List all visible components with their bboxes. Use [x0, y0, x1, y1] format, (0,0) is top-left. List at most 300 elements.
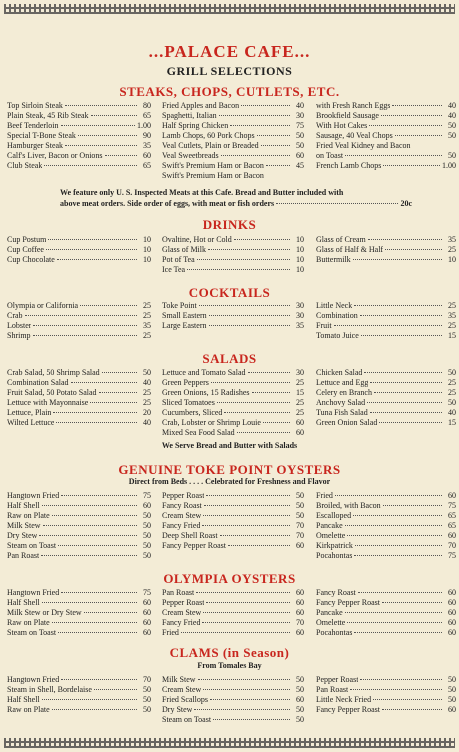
- menu-item-price: 60: [143, 628, 151, 637]
- menu-item: [162, 715, 304, 725]
- menu-item: [162, 418, 304, 428]
- dot-leader: [241, 105, 290, 106]
- bottom-ornament-border: [4, 738, 455, 748]
- menu-item-price: 50: [143, 685, 151, 694]
- menu-item-name: Tomato Juice: [316, 331, 359, 340]
- menu-item-price: 50: [296, 675, 304, 684]
- dot-leader: [374, 392, 442, 393]
- dot-leader: [80, 305, 137, 306]
- menu-item-price: 75: [448, 551, 456, 560]
- menu-item-name: Combination: [316, 311, 358, 320]
- menu-item-name: Milk Stew: [162, 675, 196, 684]
- menu-item-name: Fancy Fried: [162, 618, 201, 627]
- dot-leader: [221, 155, 290, 156]
- menu-item-price: 25: [448, 378, 456, 387]
- menu-item: [7, 408, 151, 418]
- menu-item-name: on Toast: [316, 151, 344, 160]
- menu-item-name: Half Spring Chicken: [162, 121, 229, 130]
- menu-item-price: 25: [448, 388, 456, 397]
- clams-col1: [7, 675, 151, 715]
- menu-item-name: Pancake: [316, 608, 343, 617]
- menu-item-price: 60: [143, 151, 151, 160]
- menu-item: [7, 245, 151, 255]
- menu-item-price: 10: [448, 255, 456, 264]
- dot-leader: [204, 505, 290, 506]
- menu-item: [7, 598, 151, 608]
- menu-item-price: 35: [448, 235, 456, 244]
- salads-col1: [7, 368, 151, 428]
- menu-item-name: French Lamb Chops: [316, 161, 382, 170]
- menu-item: [316, 388, 456, 398]
- menu-item-price: 60: [296, 428, 304, 437]
- menu-item-price: 10: [296, 265, 304, 274]
- menu-item: [7, 521, 151, 531]
- dot-leader: [213, 719, 290, 720]
- olympia-col2: [162, 588, 304, 638]
- dot-leader: [90, 402, 137, 403]
- dot-leader: [266, 165, 290, 166]
- clams-subheading: From Tomales Bay: [197, 661, 262, 670]
- menu-item: [162, 588, 304, 598]
- menu-item-price: 50: [448, 121, 456, 130]
- menu-item-price: 15: [448, 418, 456, 427]
- menu-item: [7, 311, 151, 321]
- menu-item-name: Deep Shell Roast: [162, 531, 218, 540]
- menu-item: [7, 398, 151, 408]
- menu-item: [316, 111, 456, 121]
- menu-item: [316, 628, 456, 638]
- dot-leader: [361, 335, 442, 336]
- menu-item-name: Dry Stew: [162, 705, 193, 714]
- menu-item: [162, 618, 304, 628]
- menu-item-price: 25: [296, 398, 304, 407]
- menu-item-price: 70: [143, 675, 151, 684]
- menu-item: [162, 321, 304, 331]
- menu-item-name: Glass of Half & Half: [316, 245, 384, 254]
- dot-leader: [370, 382, 442, 383]
- menu-item-price: 25: [143, 398, 151, 407]
- menu-item-name: Little Neck Fried: [316, 695, 372, 704]
- menu-item-price: 50: [296, 131, 304, 140]
- menu-item: [162, 245, 304, 255]
- menu-item: [162, 311, 304, 321]
- steaks-heading: STEAKS, CHOPS, CUTLETS, ETC.: [119, 84, 340, 99]
- drinks-col2: [162, 235, 304, 275]
- dot-leader: [194, 709, 290, 710]
- drinks-heading: DRINKS: [202, 217, 257, 232]
- menu-item-name: Veal Cutlets, Plain or Breaded: [162, 141, 259, 150]
- dot-leader: [219, 115, 290, 116]
- menu-item: [316, 331, 456, 341]
- menu-item-name: With Hot Cakes: [316, 121, 368, 130]
- menu-item-price: 50: [143, 368, 151, 377]
- dot-leader: [42, 602, 137, 603]
- dot-leader: [61, 495, 137, 496]
- menu-item: [7, 161, 151, 171]
- dot-leader: [367, 402, 442, 403]
- dot-leader: [345, 525, 442, 526]
- menu-item-name: Cup Postum: [7, 235, 47, 244]
- menu-item: [7, 685, 151, 695]
- menu-item-name: Lamb Chops, 60 Pork Chops: [162, 131, 255, 140]
- menu-item-name: Pepper Roast: [316, 675, 359, 684]
- menu-item-price: 50: [296, 715, 304, 724]
- menu-item-name: Club Steak: [7, 161, 43, 170]
- menu-item-price: 35: [143, 321, 151, 330]
- menu-item-price: 50: [143, 511, 151, 520]
- menu-item-price: 40: [296, 101, 304, 110]
- dot-leader: [369, 125, 442, 126]
- dot-leader: [373, 699, 442, 700]
- menu-item-name: Raw on Plate: [7, 618, 50, 627]
- dot-leader: [237, 432, 290, 433]
- menu-item: [162, 541, 304, 551]
- menu-item-name: Crab, Lobster or Shrimp Louie: [162, 418, 261, 427]
- menu-item: [316, 685, 456, 695]
- salads-note: We Serve Bread and Butter with Salads: [161, 441, 298, 450]
- dot-leader: [57, 259, 137, 260]
- menu-item: [162, 628, 304, 638]
- dot-leader: [48, 239, 137, 240]
- menu-item-price: 60: [448, 618, 456, 627]
- dot-leader: [364, 372, 442, 373]
- menu-item-price: 60: [296, 695, 304, 704]
- menu-item: [316, 675, 456, 685]
- menu-item-price: 50: [448, 151, 456, 160]
- menu-item-price: 30: [296, 111, 304, 120]
- menu-item-name: Pot of Tea: [162, 255, 195, 264]
- menu-item-price: 50: [143, 551, 151, 560]
- menu-item: [162, 388, 304, 398]
- dot-leader: [381, 115, 442, 116]
- menu-item-name: Cucumbers, Sliced: [162, 408, 223, 417]
- dot-leader: [25, 315, 137, 316]
- olympia-col3: [316, 588, 456, 638]
- menu-item-price: 60: [143, 501, 151, 510]
- menu-item-name: Glass of Cream: [316, 235, 366, 244]
- dot-leader: [203, 612, 290, 613]
- dot-leader: [353, 259, 442, 260]
- menu-item: [7, 111, 151, 121]
- dot-leader: [211, 382, 290, 383]
- menu-item-price: 60: [296, 151, 304, 160]
- menu-item-name: Swift's Premium Ham or Bacon: [162, 161, 264, 170]
- dot-leader: [44, 165, 137, 166]
- menu-item: [162, 121, 304, 131]
- menu-item: [162, 598, 304, 608]
- menu-item-name: Lettuce, Plain: [7, 408, 52, 417]
- menu-item-name: Cup Coffee: [7, 245, 44, 254]
- menu-item-name: Ice Tea: [162, 265, 186, 274]
- menu-item-name: Cream Stew: [162, 608, 202, 617]
- dot-leader: [230, 125, 290, 126]
- dot-leader: [224, 412, 290, 413]
- dot-leader: [33, 325, 137, 326]
- menu-item-price: 60: [448, 608, 456, 617]
- menu-item: [162, 521, 304, 531]
- menu-item-price: 30: [296, 301, 304, 310]
- toke-col2: [162, 491, 304, 551]
- menu-item-name: Dry Stew: [7, 531, 38, 540]
- menu-item-price: 45: [296, 161, 304, 170]
- menu-item-name: Top Sirloin Steak: [7, 101, 63, 110]
- menu-item-price: 80: [143, 101, 151, 110]
- menu-item-name: Pancake: [316, 521, 343, 530]
- menu-item: [7, 511, 151, 521]
- menu-item: [162, 378, 304, 388]
- menu-item: [162, 111, 304, 121]
- menu-item: [7, 378, 151, 388]
- menu-item: [316, 121, 456, 131]
- dot-leader: [210, 699, 290, 700]
- menu-item: [7, 321, 151, 331]
- menu-item-name: Brookfield Sausage: [316, 111, 379, 120]
- menu-item-name: Steam in Shell, Bordelaise: [7, 685, 92, 694]
- dot-leader: [199, 305, 290, 306]
- menu-item-name: Escalloped: [316, 511, 352, 520]
- menu-item-name: Sausage, 40 Veal Chops: [316, 131, 393, 140]
- menu-item-price: 35: [143, 141, 151, 150]
- menu-item: [316, 618, 456, 628]
- steaks-note: [60, 187, 412, 208]
- menu-item-price: 25: [448, 301, 456, 310]
- menu-item-price: 50: [448, 398, 456, 407]
- menu-item-name: Milk Stew: [7, 521, 41, 530]
- menu-item-name: Veal Sweetbreads: [162, 151, 219, 160]
- dot-leader: [252, 392, 290, 393]
- menu-item-price: 60: [296, 628, 304, 637]
- menu-item: [316, 131, 456, 141]
- dot-leader: [228, 545, 290, 546]
- menu-item: [7, 675, 151, 685]
- drinks-col3: [316, 235, 456, 265]
- menu-item: [162, 675, 304, 685]
- menu-item: [7, 388, 151, 398]
- menu-item-price: 70: [296, 521, 304, 530]
- toke-heading: GENUINE TOKE POINT OYSTERS: [118, 462, 341, 477]
- menu-item-price: 25: [143, 388, 151, 397]
- menu-item: [316, 235, 456, 245]
- menu-item-name: Fancy Roast: [162, 501, 202, 510]
- dot-leader: [370, 412, 442, 413]
- menu-item: [316, 598, 456, 608]
- menu-item-name: Fancy Pepper Roast: [316, 705, 380, 714]
- dot-leader: [61, 592, 137, 593]
- dot-leader: [43, 525, 137, 526]
- menu-item-name: Buttermilk: [316, 255, 351, 264]
- menu-item: [7, 101, 151, 111]
- menu-item-name: Fancy Pepper Roast: [162, 541, 226, 550]
- menu-item: [316, 521, 456, 531]
- menu-item: [162, 501, 304, 511]
- dot-leader: [350, 689, 442, 690]
- cocktails-col2: [162, 301, 304, 331]
- dot-leader: [84, 612, 137, 613]
- dot-leader: [382, 602, 442, 603]
- salads-col2: [162, 368, 304, 438]
- menu-item: [7, 301, 151, 311]
- menu-item-name: Green Peppers: [162, 378, 209, 387]
- menu-item-price: 50: [448, 695, 456, 704]
- menu-item: [7, 531, 151, 541]
- dot-leader: [52, 709, 137, 710]
- menu-item-name: Fried: [316, 491, 333, 500]
- dot-leader: [61, 125, 136, 126]
- menu-item-name: Chicken Salad: [316, 368, 363, 377]
- steaks-col1: [7, 101, 151, 171]
- dot-leader: [355, 545, 442, 546]
- menu-item-price: 10: [296, 245, 304, 254]
- menu-item: [162, 141, 304, 151]
- menu-item: [7, 121, 151, 131]
- menu-item-name: Ovaltine, Hot or Cold: [162, 235, 232, 244]
- menu-item-price: 75: [296, 121, 304, 130]
- menu-item-price: 25: [448, 321, 456, 330]
- menu-item-name: Cup Chocolate: [7, 255, 55, 264]
- dot-leader: [379, 422, 442, 423]
- dot-leader: [392, 105, 442, 106]
- menu-item-name: Crab Salad, 50 Shrimp Salad: [7, 368, 100, 377]
- menu-item-price: 40: [448, 408, 456, 417]
- menu-item-price: 15: [448, 331, 456, 340]
- menu-item: [162, 608, 304, 618]
- dot-leader: [353, 515, 442, 516]
- menu-item: [316, 321, 456, 331]
- menu-item-price: 30: [296, 368, 304, 377]
- menu-item-name: Sliced Tomatoes: [162, 398, 215, 407]
- menu-item-price: 50: [143, 705, 151, 714]
- menu-item-price: 15: [296, 388, 304, 397]
- menu-item: [7, 491, 151, 501]
- menu-item-name: Hangtown Fried: [7, 675, 60, 684]
- dot-leader: [78, 135, 137, 136]
- dot-leader: [248, 372, 291, 373]
- menu-item-name: Green Onions, 15 Radishes: [162, 388, 250, 397]
- menu-item-price: 60: [296, 588, 304, 597]
- menu-item-name: Raw on Plate: [7, 705, 50, 714]
- menu-item-price: 50: [143, 531, 151, 540]
- menu-item: [7, 368, 151, 378]
- menu-item: [162, 685, 304, 695]
- menu-item-name: Broiled, with Bacon: [316, 501, 381, 510]
- menu-item-name: Small Eastern: [162, 311, 207, 320]
- menu-item-name: Fancy Pepper Roast: [316, 598, 380, 607]
- menu-item-price: 1.00: [442, 161, 456, 170]
- menu-item-price: 25: [296, 408, 304, 417]
- menu-item-name: Green Onion Salad: [316, 418, 378, 427]
- menu-item-name: Pan Roast: [316, 685, 349, 694]
- menu-item-name: Pepper Roast: [162, 491, 205, 500]
- dot-leader: [46, 249, 137, 250]
- menu-item: [7, 705, 151, 715]
- menu-item-price: 1.00: [137, 121, 151, 130]
- dot-leader: [220, 535, 290, 536]
- top-ornament-border: [4, 4, 455, 14]
- menu-item-price: 30: [296, 311, 304, 320]
- menu-item: [162, 265, 304, 275]
- menu-item-name: Steam on Toast: [7, 628, 57, 637]
- dot-leader: [345, 155, 442, 156]
- menu-item-price: 20: [143, 408, 151, 417]
- dot-leader: [263, 422, 290, 423]
- dot-leader: [203, 689, 290, 690]
- menu-item-name: Pocahontas: [316, 628, 353, 637]
- drinks-col1: [7, 235, 151, 265]
- menu-item-name: Fancy Roast: [316, 588, 356, 597]
- menu-item: [7, 131, 151, 141]
- menu-item: [316, 408, 456, 418]
- menu-item-name: Fruit Salad, 50 Potato Salad: [7, 388, 97, 397]
- menu-item-name: Lettuce with Mayonnaise: [7, 398, 89, 407]
- menu-item: [316, 301, 456, 311]
- menu-item: [316, 511, 456, 521]
- dot-leader: [61, 679, 137, 680]
- menu-item-name: Crab: [7, 311, 23, 320]
- menu-item-price: 50: [296, 491, 304, 500]
- menu-item-price: 60: [448, 705, 456, 714]
- menu-item: [162, 131, 304, 141]
- menu-item: [162, 531, 304, 541]
- menu-item-name: Fancy Fried: [162, 521, 201, 530]
- dot-leader: [358, 592, 442, 593]
- menu-item: [7, 551, 151, 561]
- menu-item-price: 65: [143, 111, 151, 120]
- menu-item: [162, 491, 304, 501]
- clams-col3: [316, 675, 456, 715]
- menu-item-price: 75: [143, 491, 151, 500]
- menu-item-price: 10: [143, 235, 151, 244]
- steaks-col2: [162, 101, 304, 181]
- menu-item-price: 60: [296, 418, 304, 427]
- menu-item: [162, 301, 304, 311]
- menu-item: [316, 255, 456, 265]
- menu-item: [162, 101, 304, 111]
- menu-item-name: Pepper Roast: [162, 598, 205, 607]
- menu-item-name: Wilted Lettuce: [7, 418, 55, 427]
- dot-leader: [334, 325, 442, 326]
- dot-leader: [181, 632, 290, 633]
- menu-item-price: 65: [448, 511, 456, 520]
- steaks-col3: [316, 101, 456, 171]
- menu-item-name: Glass of Milk: [162, 245, 206, 254]
- menu-item-price: 70: [296, 618, 304, 627]
- cocktails-heading: COCKTAILS: [188, 285, 271, 300]
- menu-item-price: 60: [448, 531, 456, 540]
- menu-item-price: 10: [296, 235, 304, 244]
- menu-item: [316, 368, 456, 378]
- dot-leader: [354, 305, 442, 306]
- dot-leader: [198, 679, 290, 680]
- dot-leader: [347, 622, 442, 623]
- menu-item-price: 60: [296, 598, 304, 607]
- menu-item-name: Pan Roast: [162, 588, 195, 597]
- dot-leader: [382, 709, 442, 710]
- dot-leader: [91, 115, 137, 116]
- menu-item-price: 65: [448, 521, 456, 530]
- menu-item-name: Beef Tenderloin: [7, 121, 59, 130]
- menu-item-price: 50: [448, 368, 456, 377]
- menu-item-price: 50: [296, 501, 304, 510]
- salads-col3: [316, 368, 456, 428]
- menu-item: [316, 705, 456, 715]
- dot-leader: [383, 505, 442, 506]
- dot-leader: [42, 505, 137, 506]
- dot-leader: [65, 145, 137, 146]
- menu-item-name: Fried Apples and Bacon: [162, 101, 240, 110]
- dot-leader: [209, 325, 291, 326]
- menu-item-name: Combination Salad: [7, 378, 69, 387]
- menu-item-name: Little Neck: [316, 301, 353, 310]
